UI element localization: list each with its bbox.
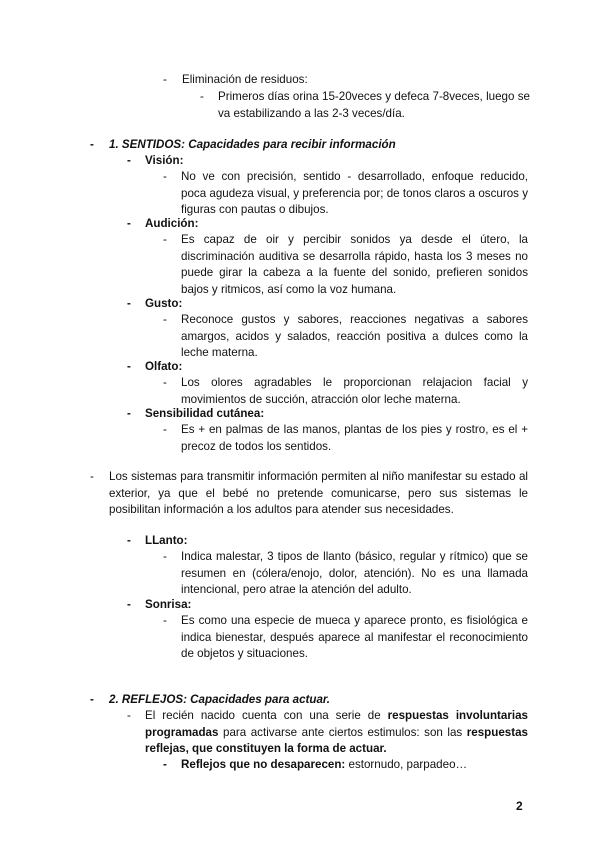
- list-item: - Reflejos que no desaparecen: estornudo, parpadeo…: [163, 758, 468, 771]
- section-heading-reflejos: - 2. REFLEJOS: Capacidades para actuar.: [90, 693, 331, 706]
- subheading-sensibilidad: - Sensibilidad cutánea:: [127, 407, 265, 420]
- subheading-sonrisa: - Sonrisa:: [127, 598, 192, 611]
- list-item: - No ve con precisión, sentido - desarrollado, enfoque reducido, poca agudeza visual, y preferencia por; de tonos claros a oscuros y figuras con pautas o dibujos.: [163, 170, 528, 216]
- section-heading-sentidos: [90, 137, 530, 154]
- subheading-llanto: - LLanto:: [127, 534, 188, 547]
- item-text: Eliminación de residuos:: [182, 73, 308, 86]
- bullet-dash: -: [200, 90, 204, 103]
- paragraph-sistemas: - Los sistemas para transmitir información permiten al niño manifestar su estado al exterior, ya que el bebé no pretende comunicarse, pero sus sistemas le posibilitan información a los adultos para atender sus necesidades.: [90, 470, 528, 516]
- list-item: - Reconoce gustos y sabores, reacciones negativas a sabores amargos, acidos y salados, reacción positiva a dulces como la leche materna.: [163, 313, 528, 359]
- list-item: - Es + en palmas de las manos, plantas de los pies y rostro, es el + precoz de todos los sentidos.: [163, 423, 528, 453]
- item-text: Primeros días orina 15-20veces y defeca 7-8veces, luego se va estabilizando a las 2-3 veces/día.: [218, 90, 530, 120]
- bullet-dash: -: [90, 138, 94, 151]
- subheading-vision: - Visión:: [127, 154, 184, 167]
- list-item: [163, 72, 533, 89]
- list-item: - Indica malestar, 3 tipos de llanto (básico, regular y rítmico) que se resumen en (cólera/enojo, dolor, atención). No es una llamada intencional, pero atrae la atención del adulto.: [163, 550, 528, 596]
- subheading-olfato: - Olfato:: [127, 360, 183, 373]
- page-number: 2: [516, 799, 523, 813]
- bullet-dash: -: [163, 73, 167, 86]
- list-item: - Es capaz de oir y percibir sonidos ya desde el útero, la discriminación auditiva se desarrolla rápido, hasta los 3 meses no puede girar la cabeza a la fuente del sonido, prefieren sonidos bajos y ritmicos, así como la voz humana.: [163, 233, 528, 296]
- subheading-audicion: - Audición:: [127, 217, 199, 230]
- list-item: [200, 89, 530, 122]
- list-item: - El recién nacido cuenta con una serie de respuestas involuntarias programadas para activarse ante ciertos estimulos: son las respuestas reflejas, que constituyen la forma de actuar.: [127, 709, 528, 755]
- list-item: - Los olores agradables le proporcionan relajacion facial y movimientos de succión, atracción olor leche materna.: [163, 376, 528, 406]
- list-item: - Es como una especie de mueca y aparece pronto, es fisiológica e indica bienestar, después aparece al manifestar el reconocimiento de objetos y situaciones.: [163, 614, 528, 660]
- subheading-gusto: - Gusto:: [127, 297, 183, 310]
- heading-text: 1. SENTIDOS: Capacidades para recibir información: [109, 138, 396, 151]
